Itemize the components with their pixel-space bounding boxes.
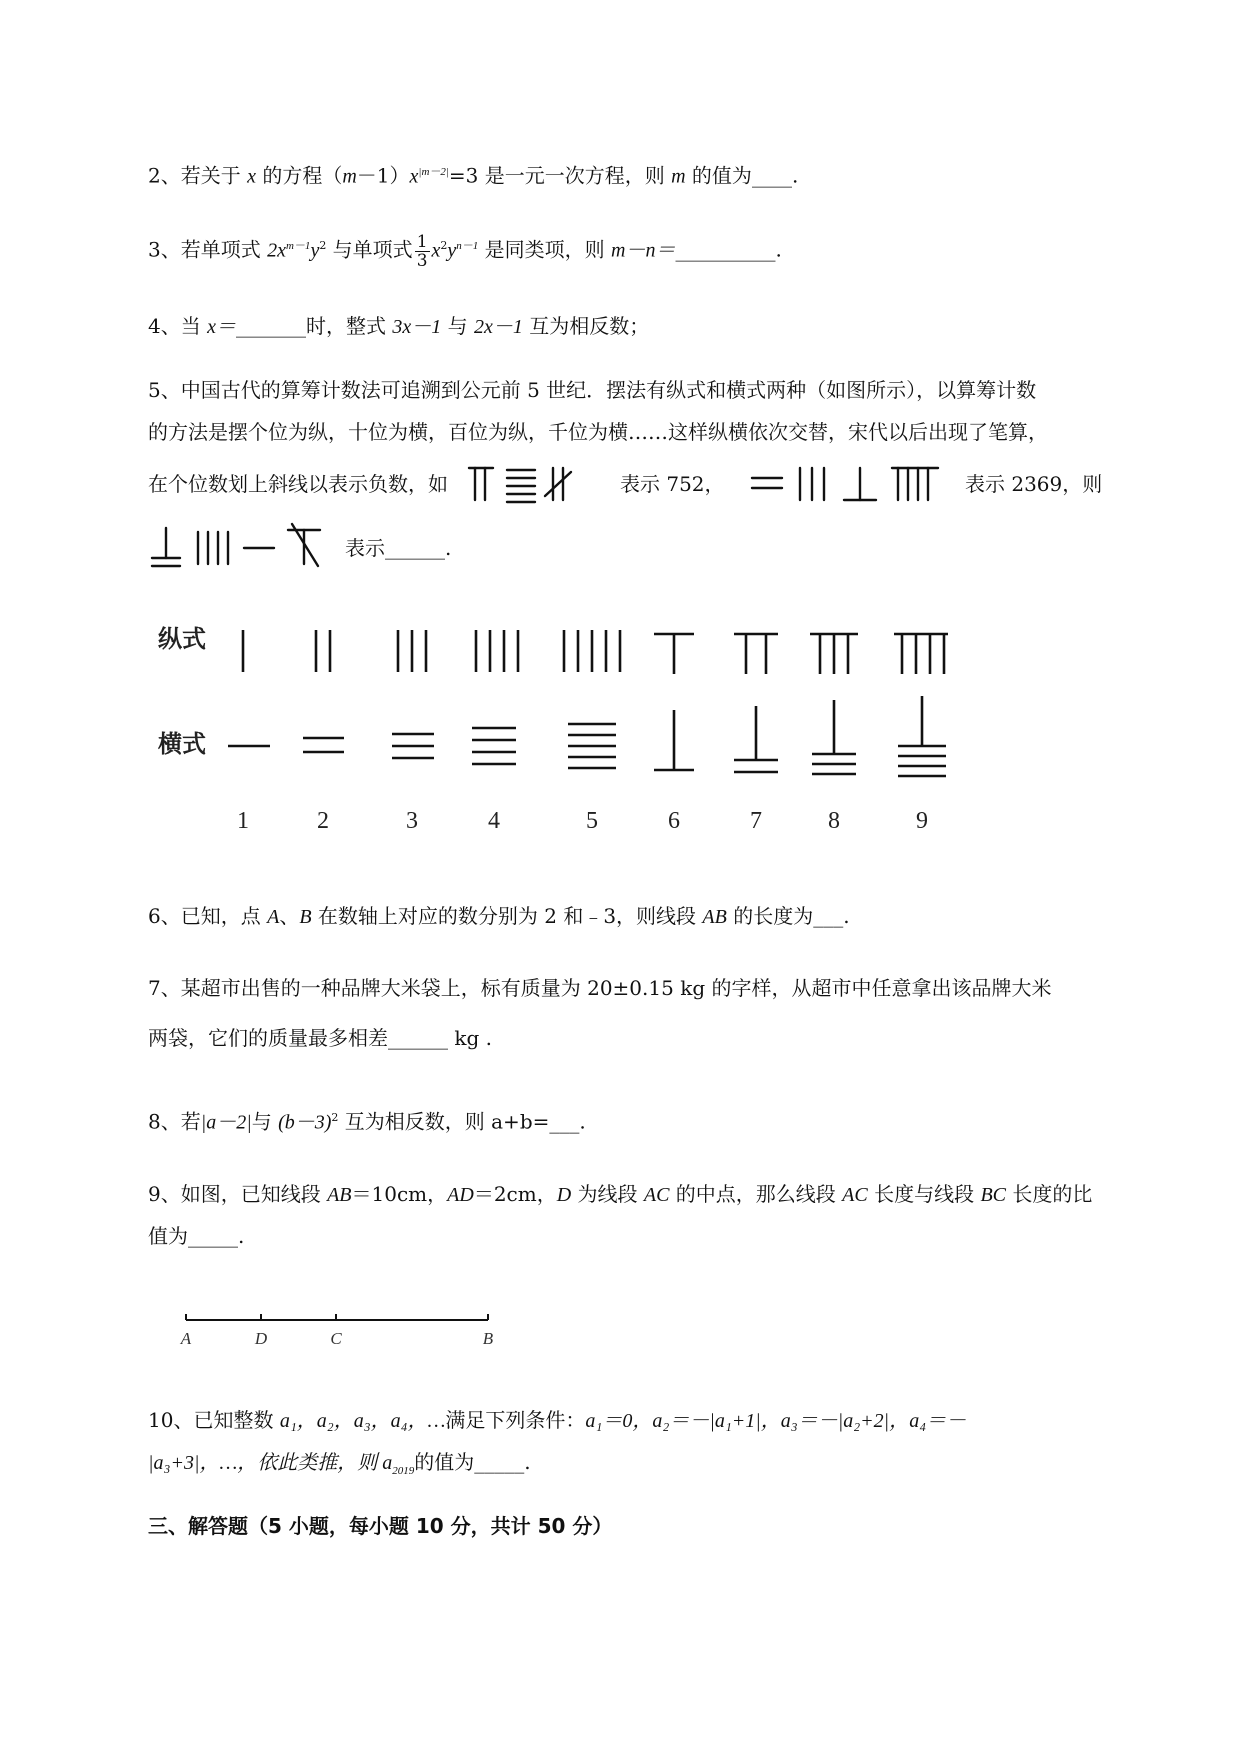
digit-label: 4	[488, 808, 500, 834]
segment-diagram	[170, 1306, 510, 1356]
exponent: 2	[440, 239, 448, 252]
expression: m－n＝	[611, 239, 676, 262]
text: 已知，点	[180, 904, 268, 928]
text: 中国古代的算筹计数法可追溯到公元前 5 世纪．摆法有纵式和横式两种（如图所示），以算筹计数	[180, 378, 1037, 402]
absolute-value-expression: |a－2|	[200, 1111, 252, 1134]
digit-labels	[237, 808, 928, 834]
text: 的字样，从超市中任意拿出该品牌大米	[705, 976, 1052, 1000]
exponent: 2	[319, 239, 327, 252]
segment-ad: AD	[447, 1184, 474, 1206]
expression: (b－3)	[278, 1111, 332, 1134]
text: 与单项式	[326, 237, 413, 262]
text: ，	[427, 1182, 448, 1206]
exponent: 2	[331, 1111, 339, 1124]
text: 如图，已知线段	[180, 1182, 328, 1206]
text: 与	[441, 314, 474, 338]
digit-label: 2	[317, 808, 329, 834]
text: 在个位数划上斜线以表示负数，如	[148, 472, 448, 496]
text: 时，整式	[305, 314, 393, 338]
condition: a₄＝－	[909, 1410, 967, 1432]
row-label-vertical: 纵式	[158, 625, 206, 653]
question-number: 4、	[148, 314, 181, 338]
point-d: D	[556, 1184, 572, 1206]
text: .	[479, 1026, 492, 1050]
sequence: a₁，a₂，a₃，a₄，…	[279, 1410, 446, 1432]
text: 的值为	[414, 1450, 475, 1474]
text: .	[775, 237, 782, 262]
digit-label: 5	[586, 808, 598, 834]
text: ＝10cm	[351, 1182, 428, 1206]
counting-rods-table	[148, 612, 978, 842]
text: 长度的比	[1006, 1182, 1093, 1206]
question-10-line-1	[148, 1406, 966, 1435]
text: =3 是一元一次方程，则	[448, 163, 672, 188]
text: 互为相反数；	[522, 314, 650, 338]
text: 互为相反数，则 a+b=	[338, 1109, 550, 1134]
segment-bc: BC	[980, 1184, 1007, 1206]
term-a: a	[382, 1452, 393, 1474]
text: 长度与线段	[867, 1182, 981, 1206]
unit: kg	[673, 976, 706, 1000]
text: .	[791, 163, 799, 188]
point-label-d: D	[254, 1329, 268, 1348]
text: 、	[279, 904, 300, 928]
text: 某超市出售的一种品牌大米袋上，标有质量为	[180, 976, 588, 1000]
question-4	[148, 312, 649, 341]
point-label-c: C	[330, 1329, 342, 1348]
question-5-line-2	[148, 418, 1048, 446]
question-2	[148, 158, 798, 191]
text: ＝2cm	[473, 1182, 537, 1206]
text: ，	[536, 1182, 557, 1206]
text: 值为	[148, 1224, 188, 1248]
text: 当	[180, 314, 208, 338]
question-7-line-2	[148, 1024, 492, 1052]
question-number: 9、	[148, 1182, 181, 1206]
question-number: 10、	[148, 1408, 194, 1432]
text: 若关于	[180, 163, 248, 188]
exponent: |m－2|	[418, 166, 449, 178]
text: 若	[180, 1109, 201, 1134]
answer-blank[interactable]: _____	[474, 1450, 525, 1474]
text: 是同类项，则	[478, 237, 612, 262]
point-b: B	[299, 906, 312, 928]
text: |a₃+3|，…，依此类推，则	[148, 1452, 383, 1474]
answer-blank[interactable]: _______	[235, 314, 306, 338]
denominator: 3	[416, 250, 428, 271]
question-5-line-4	[345, 534, 451, 562]
exponent: m－1	[285, 240, 311, 252]
text: 表示 752，	[620, 472, 725, 496]
text: 两袋，它们的质量最多相差	[148, 1026, 388, 1050]
var-m: m	[671, 165, 686, 188]
point-label-a: A	[180, 1329, 192, 1348]
var-x: x	[409, 165, 419, 188]
question-6	[148, 902, 850, 931]
var-y: y	[310, 239, 320, 262]
point-label-b: B	[482, 1329, 494, 1348]
question-number: 5、	[148, 378, 181, 402]
question-7-line-1	[148, 974, 1051, 1002]
question-5-line-3a	[148, 470, 448, 498]
digit-label: 7	[750, 808, 762, 834]
text: －1）	[356, 163, 410, 188]
var-x: x	[247, 165, 256, 188]
text: 表示 2369，则	[965, 472, 1103, 496]
var-y: y	[447, 239, 457, 262]
condition: a₁＝0，	[585, 1410, 653, 1432]
text: 若单项式	[180, 237, 268, 262]
text: 与	[251, 1109, 279, 1134]
question-8	[148, 1104, 586, 1137]
mass-value: 20±0.15	[587, 976, 674, 1000]
answer-blank[interactable]: ____	[751, 163, 792, 188]
monomial: 2x	[267, 239, 286, 262]
segment-ac: AC	[643, 1184, 670, 1206]
segment-ab: AB	[327, 1184, 352, 1206]
text: 的长度为	[726, 904, 814, 928]
digit-label: 3	[406, 808, 418, 834]
rod-numeral-752-negative	[465, 460, 605, 508]
answer-blank[interactable]: ______	[388, 1026, 448, 1050]
fraction	[415, 233, 430, 270]
question-5-line-3b	[620, 470, 725, 498]
rod-numeral-2369	[748, 460, 958, 508]
answer-blank[interactable]: ___	[813, 904, 844, 928]
answer-blank[interactable]: ___	[549, 1109, 580, 1134]
text: 的中点，那么线段	[669, 1182, 843, 1206]
text: .	[445, 536, 452, 560]
answer-blank[interactable]: ______	[385, 536, 445, 560]
row-label-horizontal: 横式	[158, 730, 206, 758]
rod-numeral-question	[148, 522, 328, 572]
text: 的方法是摆个位为纵，十位为横，百位为纵，千位为横……这样纵横依次交替，宋代以后出现了笔算，	[148, 420, 1048, 444]
exponent: n－1	[456, 240, 479, 252]
digit-label: 6	[668, 808, 680, 834]
answer-blank[interactable]: _____	[188, 1224, 238, 1248]
segment-ac: AC	[842, 1184, 868, 1206]
question-3	[148, 232, 782, 270]
expression: x＝	[207, 316, 236, 338]
text: 的值为	[685, 163, 752, 188]
text: 的方程（	[255, 163, 343, 188]
question-number: 8、	[148, 1109, 181, 1134]
subscript: 2019	[392, 1465, 415, 1477]
question-9-line-1	[148, 1180, 1092, 1209]
digit-label: 8	[828, 808, 840, 834]
digit-label: 1	[237, 808, 249, 834]
question-number: 7、	[148, 976, 181, 1000]
condition: a₂＝－|a₁+1|，	[652, 1410, 781, 1432]
point-a: A	[267, 906, 280, 928]
question-10-line-2	[148, 1448, 531, 1485]
segment-ab: AB	[702, 906, 727, 928]
question-9-line-2	[148, 1222, 244, 1250]
text: 为线段	[571, 1182, 644, 1206]
text: .	[843, 904, 850, 928]
expression: 2x－1	[473, 316, 523, 338]
question-number: 3、	[148, 237, 181, 262]
question-number: 2、	[148, 163, 181, 188]
question-number: 6、	[148, 904, 181, 928]
text: 表示	[345, 536, 385, 560]
answer-blank[interactable]: __________	[675, 237, 776, 262]
text: .	[238, 1224, 245, 1248]
condition: a₃＝－|a₂+2|，	[780, 1410, 910, 1432]
var-m: m	[342, 165, 357, 188]
section-heading: 三、解答题（5 小题，每小题 10 分，共计 50 分）	[148, 1514, 613, 1538]
text: 在数轴上对应的数分别为 2 和﹣3，则线段	[311, 904, 703, 928]
expression: 3x－1	[392, 316, 442, 338]
numerator: 1	[416, 231, 428, 252]
text: .	[579, 1109, 586, 1134]
text: 满足下列条件：	[445, 1408, 586, 1432]
var-x: x	[431, 239, 441, 262]
text: .	[524, 1450, 531, 1474]
question-5-line-3c	[965, 470, 1102, 498]
text: 已知整数	[193, 1408, 280, 1432]
digit-label: 9	[916, 808, 928, 834]
unit: kg	[448, 1026, 480, 1050]
question-5-line-1	[148, 376, 1036, 404]
